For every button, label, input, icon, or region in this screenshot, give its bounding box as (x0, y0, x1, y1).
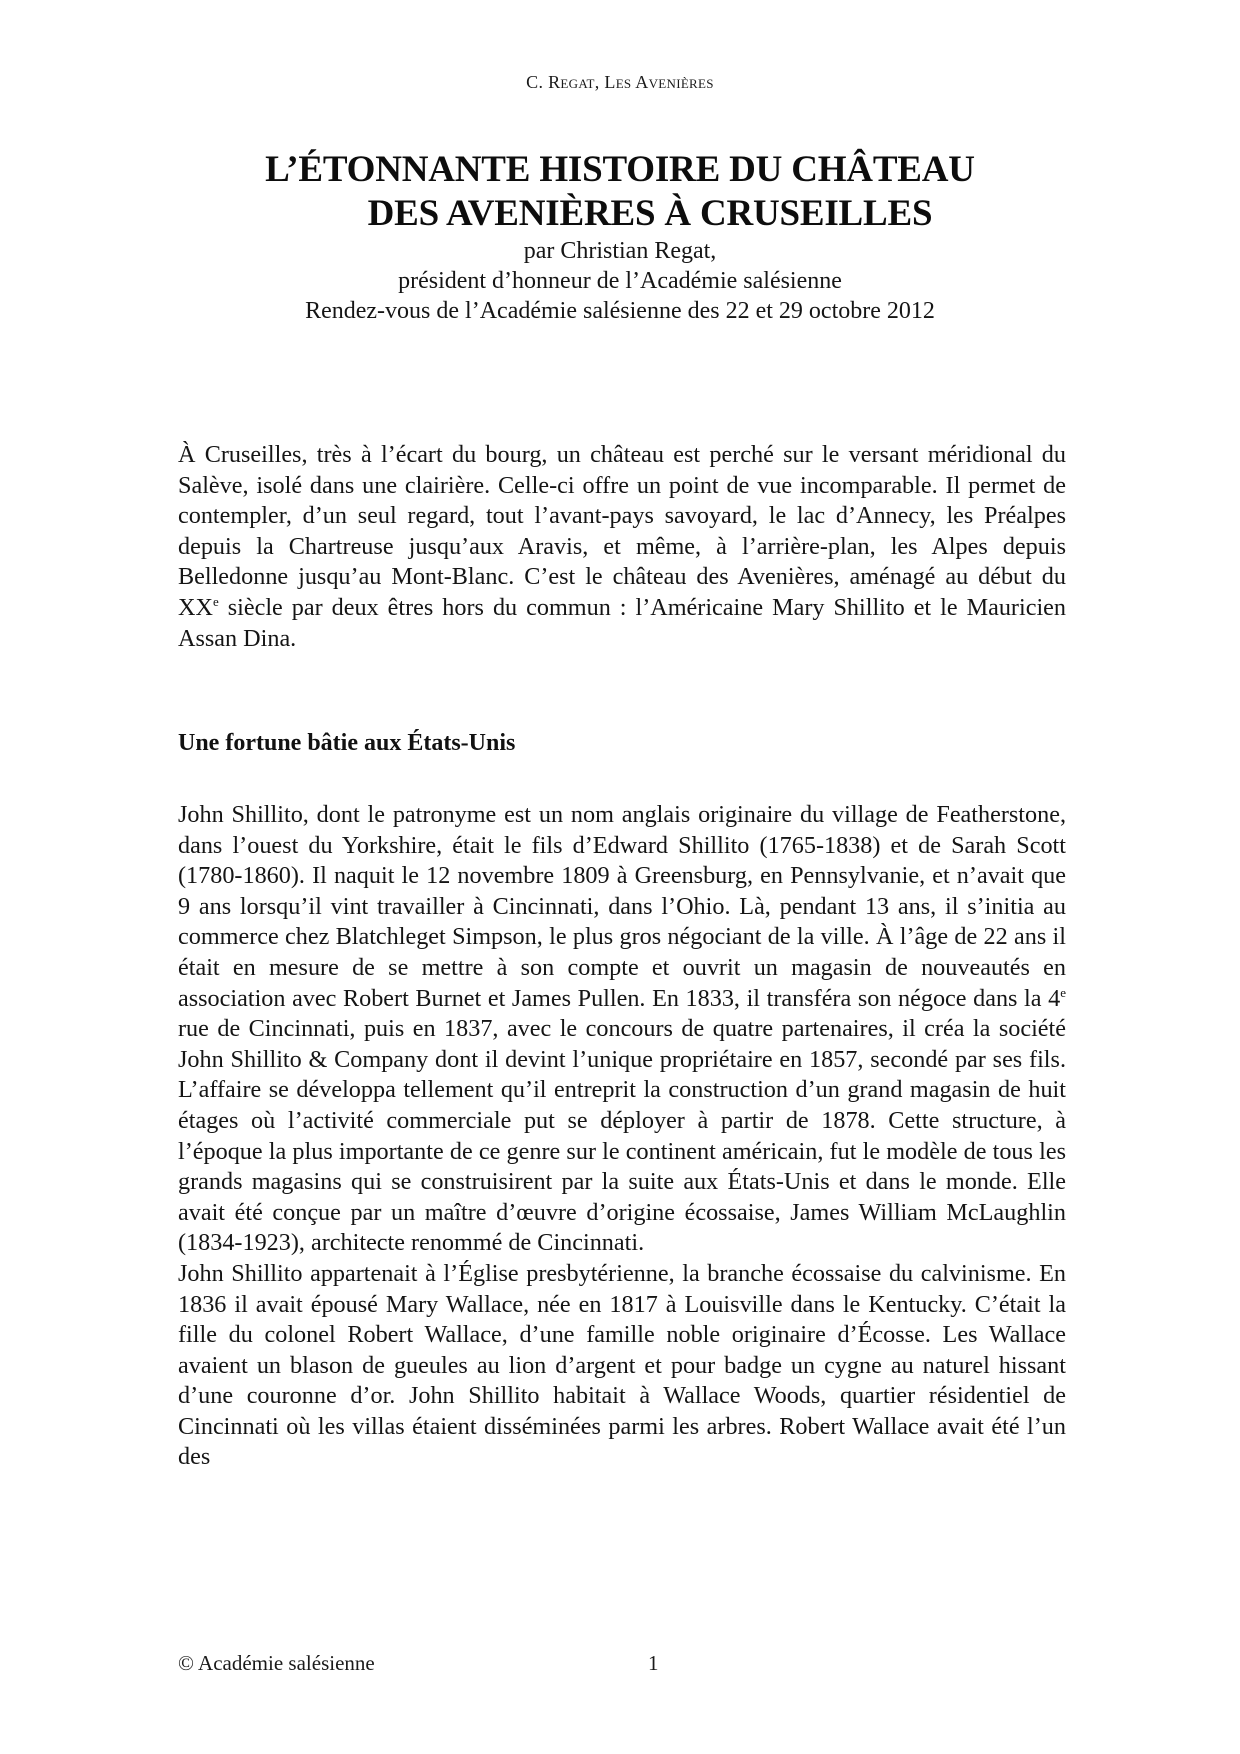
author-byline: par Christian Regat, (523, 238, 717, 264)
title-line-1: L’ÉTONNANTE HISTOIRE DU CHÂTEAU (265, 149, 975, 190)
superscript: e (212, 593, 219, 609)
running-header: C. Regat, Les Avenières (526, 72, 714, 92)
title-line-2: DES AVENIÈRES À CRUSEILLES (367, 193, 933, 234)
author-role: président d’honneur de l’Académie salésienne (398, 268, 842, 294)
section-heading: Une fortune bâtie aux États-Unis (178, 730, 516, 756)
intro-text-b: siècle par deux êtres hors du commun : l’Américaine Mary Shillito et le Mauricien Assan Dina. (178, 593, 1066, 652)
paragraph-1 (178, 800, 1066, 1259)
intro-text-a: À Cruseilles, très à l’écart du bourg, un château est perché sur le versant méridional du Salève, isolé dans une clairière. Celle-ci offre un point de vue incomparable. Il permet de contempler, d’un seul regard, tout l’avant-pays savoyard, le lac d’Annecy, les Préalpes depuis la Chartreuse jusqu’aux Aravis, et même, à l’arrière-plan, les Alpes depuis Belledonne jusqu’au Mont-Blanc. C’est le château des Avenières, aménagé au début du XX (178, 441, 1066, 621)
section-body (178, 800, 1066, 1473)
event-line: Rendez-vous de l’Académie salésienne des 22 et 29 octobre 2012 (305, 298, 935, 324)
copyright-notice: © Académie salésienne (178, 1651, 375, 1675)
paragraph-1-text-b: rue de Cincinnati, puis en 1837, avec le concours de quatre partenaires, il créa la société John Shillito & Company dont il devint l’unique propriétaire en 1857, secondé par ses fils. L’affaire se développa tellement qu’il entreprit la construction d’un grand magasin de huit étages où l’activité commerciale put se déployer à partir de 1878. Cette structure, à l’époque la plus importante de ce genre sur le continent américain, fut le modèle de tous les grands magasins qui se construisirent par la suite aux États-Unis et dans le monde. Elle avait été conçue par un maître d’œuvre d’origine écossaise, James William McLaughlin (1834-1923), architecte renommé de Cincinnati. (178, 1015, 1066, 1257)
paragraph-1-text-a: John Shillito, dont le patronyme est un nom anglais originaire du village de Featherstone, dans l’ouest du Yorkshire, était le fils d’Edward Shillito (1765-1838) et de Sarah Scott (1780-1860). Il naquit le 12 novembre 1809 à Greensburg, en Pennsylvanie, et n’avait que 9 ans lorsqu’il vint travailler à Cincinnati, dans l’Ohio. Là, pendant 13 ans, il s’initia au commerce chez Blatchleget Simpson, le plus gros négociant de la ville. À l’âge de 22 ans il était en mesure de se mettre à son compte et ouvrit un magasin de nouveautés en association avec Robert Burnet et James Pullen. En 1833, il transféra son négoce dans la 4 (178, 801, 1066, 1012)
intro-paragraph (178, 440, 1066, 654)
paragraph-2: John Shillito appartenait à l’Église presbytérienne, la branche écossaise du calvinisme. En 1836 il avait épousé Mary Wallace, née en 1817 à Louisville dans le Kentucky. C’était la fille du colonel Robert Wallace, d’une famille noble originaire d’Écosse. Les Wallace avaient un blason de gueules au lion d’argent et pour badge un cygne au naturel hissant d’une couronne d’or. John Shillito habitait à Wallace Woods, quartier résidentiel de Cincinnati où les villas étaient disséminées parmi les arbres. Robert Wallace avait été l’un des (178, 1259, 1066, 1471)
page-number: 1 (648, 1651, 659, 1675)
superscript: e (1060, 984, 1066, 1000)
title-block (0, 148, 1240, 326)
